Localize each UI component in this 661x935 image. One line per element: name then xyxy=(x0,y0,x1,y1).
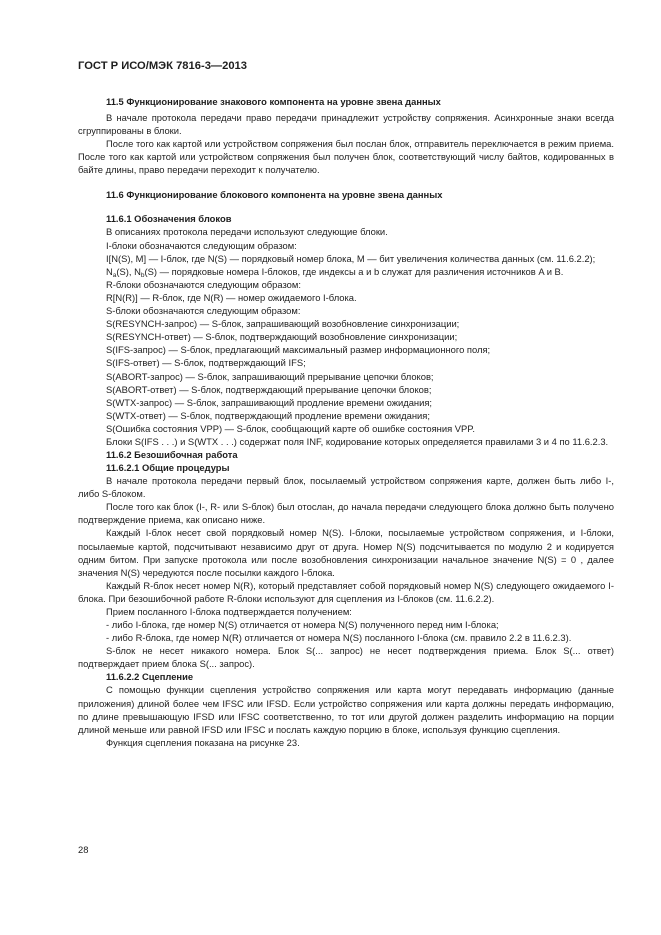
s-block-wtx-response: S(WTX-ответ) — S-блок, подтверждающий продление времени ожидания; xyxy=(106,409,430,421)
section-11-6-2-heading: 11.6.2 Безошибочная работа xyxy=(106,449,238,461)
i-block-definition: I[N(S), M] — I-блок, где N(S) — порядковый номер блока, M — бит увеличения количества данных (см. 11.6.2.2); xyxy=(106,252,596,264)
page-body xyxy=(78,60,614,749)
acknowledgement-intro: Прием посланного I-блока подтверждается получением: xyxy=(106,606,352,617)
section-11-5-paragraph-1: В начале протокола передачи право передачи принадлежит устройству сопряжения. Асинхронные знаки всегда сгруппированы в блоки. xyxy=(78,112,614,137)
r-block-definition: R[N(R)] — R-блок, где N(R) — номер ожидаемого I-блока. xyxy=(106,291,357,303)
s-block-wtx-request: S(WTX-запрос) — S-блок, запрашивающий продление времени ожидания; xyxy=(106,396,433,408)
s-block-numbering-paragraph: S-блок не несет никакого номера. Блок S(... запрос) не несет подтверждения приема. Блок S(... ответ) подтверждает прием блока S(... запрос). xyxy=(78,645,614,670)
document-header: ГОСТ Р ИСО/МЭК 7816-3—2013 xyxy=(78,60,247,72)
section-11-5-heading: 11.5 Функционирование знакового компонента на уровне звена данных xyxy=(106,96,441,107)
r-blocks-label: R-блоки обозначаются следующим образом: xyxy=(106,278,301,290)
s-block-resynch-request: S(RESYNCH-запрос) — S-блок, запрашивающий возобновление синхронизации; xyxy=(106,318,460,330)
s-block-ifs-response: S(IFS-ответ) — S-блок, подтверждающий IFS; xyxy=(106,357,306,369)
s-block-abort-response: S(ABORT-ответ) — S-блок, подтверждающий прерывание цепочки блоков; xyxy=(106,383,432,395)
subscript-a: a xyxy=(112,271,117,279)
section-11-6-2-1-heading: 11.6.2.1 Общие процедуры xyxy=(106,462,230,474)
general-procedures-paragraph-3: Каждый I-блок несет свой порядковый номер N(S). I-блоки, посылаемые устройством сопряжения, и I-блоки, посылаемые картой, подсчитывают независимо друг от друга. Номер N(S) подсчитывается по модулю 2 и кодируется одним битом. При запуске протокола или после возобновления синхронизации начальное значение N(S) = 0 , далее значения N(S) чередуются после посылки каждого I-блока. xyxy=(78,527,614,578)
s-block-abort-request: S(ABORT-запрос) — S-блок, запрашивающий прерывание цепочки блоков; xyxy=(106,370,434,382)
s-block-inf-note: Блоки S(IFS . . .) и S(WTX . . .) содержат поля INF, кодирование которых определяется правилами 3 и 4 по 11.6.2.3. xyxy=(106,435,609,447)
chaining-figure-reference: Функция сцепления показана на рисунке 23. xyxy=(106,736,300,748)
section-11-6-2-2-heading: 11.6.2.2 Сцепление xyxy=(106,671,194,683)
section-11-6-1-heading: 11.6.1 Обозначения блоков xyxy=(106,213,232,225)
section-11-6-heading: 11.6 Функционирование блокового компонента на уровне звена данных xyxy=(106,189,443,201)
sequence-numbers-definition xyxy=(78,265,614,278)
sequence-numbers-text: (S) — порядковые номера I-блоков, где индексы a и b служат для различения источников A и B. xyxy=(144,265,564,277)
nb-symbol: (S), N xyxy=(116,265,141,277)
na-symbol: N xyxy=(106,265,113,277)
general-procedures-paragraph-1: В начале протокола передачи первый блок, посылаемый устройством сопряжения карте, должен быть либо I-, либо S-блоком. xyxy=(78,475,614,500)
page-number: 28 xyxy=(78,844,89,855)
s-blocks-label: S-блоки обозначаются следующим образом: xyxy=(106,305,301,317)
acknowledgement-item-i-block: - либо I-блока, где номер N(S) отличается от номера N(S) полученного перед ним I-блока; xyxy=(106,619,499,631)
blocks-intro: В описаниях протокола передачи используют следующие блоки. xyxy=(106,226,388,238)
general-procedures-paragraph-4: Каждый R-блок несет номер N(R), который представляет собой порядковый номер N(S) следующего ожидаемого I-блока. При безошибочной работе R-блоки используют для сцепления из I-блоков (см. 11.6.2.2). xyxy=(78,579,614,604)
subscript-b: b xyxy=(140,271,145,279)
s-block-ifs-request: S(IFS-запрос) — S-блок, предлагающий максимальный размер информационного поля; xyxy=(106,344,491,356)
s-block-vpp-error: S(Ошибка состояния VPP) — S-блок, сообщающий карте об ошибке состояния VPP. xyxy=(106,422,475,434)
chaining-paragraph-1: С помощью функции сцепления устройство сопряжения или карта могут передавать информацию (данные приложения) длиной более чем IFSC или IFSD. Если устройство сопряжения или карта должны передать информацию, по длине превышающую IFSD или IFSC соответственно, то тот или другой должен разделить информацию на порции длиной меньше или равной IFSD или IFSC и послать каждую порцию в блоке, используя функцию сцепления. xyxy=(78,684,614,735)
acknowledgement-item-r-block: - либо R-блока, где номер N(R) отличается от номера N(S) посланного I-блока (см. правило 2.2 в 11.6.2.3). xyxy=(106,632,572,644)
general-procedures-paragraph-2: После того как блок (I-, R- или S-блок) был отослан, до начала передачи следующего блока должно быть получено подтверждение приема, как описано ниже. xyxy=(78,501,614,526)
i-blocks-label: I-блоки обозначаются следующим образом: xyxy=(106,239,297,251)
s-block-resynch-response: S(RESYNCH-ответ) — S-блок, подтверждающий возобновление синхронизации; xyxy=(106,331,458,343)
section-11-5-paragraph-2: После того как картой или устройством сопряжения был послан блок, отправитель переключается в режим приема. После того как картой или устройством сопряжения был получен блок, соответствующий числу байтов, кодированных в байте длины, право передачи переходит к получателю. xyxy=(78,138,614,176)
